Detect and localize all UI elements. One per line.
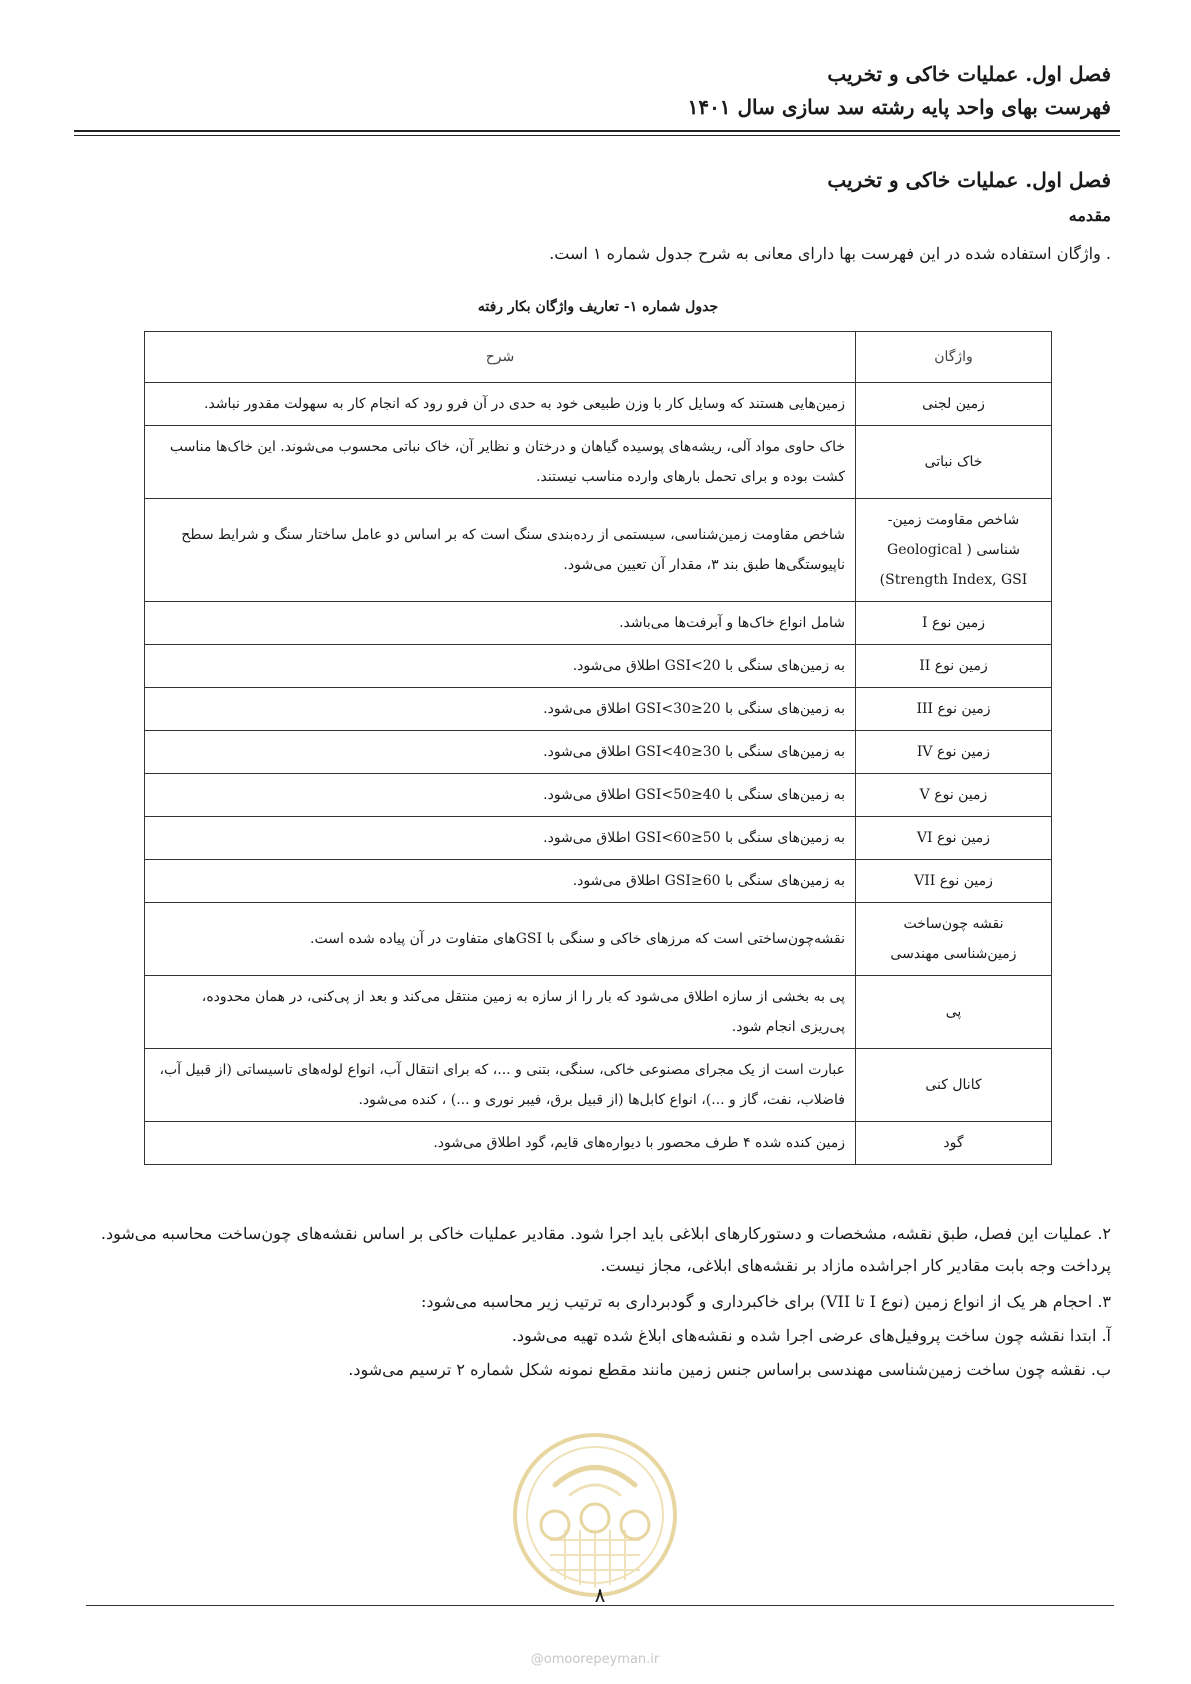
paragraph-3a: آ. ابتدا نقشه چون ساخت پروفیل‌های عرضی اجرا شده و نقشه‌های ابلاغ شده تهیه می‌شود.: [511, 1326, 1111, 1345]
table-row: [145, 602, 1052, 645]
row-term: گود: [856, 1122, 1052, 1165]
row-term: پی: [856, 976, 1052, 1049]
row-term: خاک نباتی: [856, 426, 1052, 499]
header-desc: شرح: [145, 332, 856, 383]
table-row: [145, 1122, 1052, 1165]
header-rule-thick: [74, 130, 1120, 132]
table-row: [145, 731, 1052, 774]
table-row: [145, 774, 1052, 817]
row-desc: عبارت است از یک مجرای مصنوعی خاکی، سنگی، بتنی و ...، که برای انتقال آب، انواع لوله‌های تاسیساتی (از قبیل آب، فاضلاب، نفت، گاز و ...)، انواع کابل‌ها (از قبیل برق، فیبر نوری و ...) ، کنده می‌شود.: [145, 1049, 856, 1122]
paragraph-3b: ب. نقشه چون ساخت زمین‌شناسی مهندسی براساس جنس زمین مانند مقطع نمونه شکل شماره ۲ ترسیم می‌شود.: [348, 1360, 1111, 1379]
row-term: زمین لجنی: [856, 383, 1052, 426]
row-term: زمین نوع VII: [856, 860, 1052, 903]
row-term: کانال کنی: [856, 1049, 1052, 1122]
row-term: زمین نوع II: [856, 645, 1052, 688]
row-desc: زمین‌هایی هستند که وسایل کار با وزن طبیعی خود به حدی در آن فرو رود که انجام کار به سهولت مقدور نباشد.: [145, 383, 856, 426]
row-term: شاخص مقاومت زمین-شناسی ( Geological Strength Index, GSI): [856, 499, 1052, 602]
row-desc: خاک حاوی مواد آلی، ریشه‌های پوسیده گیاهان و درختان و نظایر آن، خاک نباتی محسوب می‌شوند. این خاک‌ها مناسب کشت بوده و برای تحمل بارهای وارده مناسب نیستند.: [145, 426, 856, 499]
table-row: [145, 426, 1052, 499]
table-row: [145, 860, 1052, 903]
table-header-row: [145, 332, 1052, 383]
table-row: [145, 1049, 1052, 1122]
row-term: زمین نوع IV: [856, 731, 1052, 774]
row-term: زمین نوع V: [856, 774, 1052, 817]
table-row: [145, 976, 1052, 1049]
row-term: زمین نوع I: [856, 602, 1052, 645]
row-desc: پی به بخشی از سازه اطلاق می‌شود که بار را از سازه به زمین منتقل می‌کند و بعد از پی‌کنی، در همان محدوده، پی‌ریزی انجام شود.: [145, 976, 856, 1049]
row-desc: به زمین‌های سنگی با 60≤GSI اطلاق می‌شود.: [145, 860, 856, 903]
table-row: [145, 903, 1052, 976]
row-term: زمین نوع III: [856, 688, 1052, 731]
table-caption: جدول شماره ۱- تعاریف واژگان بکار رفته: [477, 299, 719, 315]
header-chapter-title: فصل اول. عملیات خاکی و تخریب: [827, 62, 1111, 86]
definitions-table: [144, 331, 1052, 1165]
row-desc: نقشه‌چون‌ساختی است که مرزهای خاکی و سنگی با GSIهای متفاوت در آن پیاده شده است.: [145, 903, 856, 976]
header-term: واژگان: [856, 332, 1052, 383]
page-number: ۸: [594, 1583, 606, 1607]
row-desc: شاخص مقاومت زمین‌شناسی، سیستمی از رده‌بندی سنگ است که بر اساس دو عامل ساختار سنگ و شرایط سطح ناپیوستگی‌ها طبق بند ۳، مقدار آن تعیین می‌شود.: [145, 499, 856, 602]
row-term: نقشه چون‌ساخت زمین‌شناسی مهندسی: [856, 903, 1052, 976]
table-row: [145, 645, 1052, 688]
row-term: زمین نوع VI: [856, 817, 1052, 860]
row-desc: به زمین‌های سنگی با 50≤GSI<60 اطلاق می‌شود.: [145, 817, 856, 860]
row-desc: به زمین‌های سنگی با 20≤GSI<30 اطلاق می‌شود.: [145, 688, 856, 731]
section-title: فصل اول. عملیات خاکی و تخریب: [827, 168, 1111, 192]
row-desc: شامل انواع خاک‌ها و آبرفت‌ها می‌باشد.: [145, 602, 856, 645]
row-desc: به زمین‌های سنگی با GSI<20 اطلاق می‌شود.: [145, 645, 856, 688]
website-watermark: @omoorepeyman.ir: [530, 1652, 660, 1667]
table-row: [145, 817, 1052, 860]
intro-heading: مقدمه: [1068, 206, 1111, 225]
paragraph-3: ۳. احجام هر یک از انواع زمین (نوع I تا VII) برای خاکبرداری و گودبرداری به ترتیب زیر محاسبه می‌شود:: [421, 1292, 1111, 1311]
table-row: [145, 688, 1052, 731]
intro-paragraph: . واژگان استفاده شده در این فهرست بها دارای معانی به شرح جدول شماره ۱ است.: [549, 244, 1111, 263]
row-desc: به زمین‌های سنگی با 30≤GSI<40 اطلاق می‌شود.: [145, 731, 856, 774]
row-desc: به زمین‌های سنگی با 40≤GSI<50 اطلاق می‌شود.: [145, 774, 856, 817]
header-rule-thin: [74, 135, 1120, 136]
watermark-seal-icon: [510, 1430, 680, 1600]
table-row: [145, 383, 1052, 426]
row-desc: زمین کنده شده ۴ طرف محصور با دیواره‌های قایم، گود اطلاق می‌شود.: [145, 1122, 856, 1165]
table-row: [145, 499, 1052, 602]
header-subtitle: فهرست بهای واحد پایه رشته سد سازی سال ۱۴۰۱: [687, 95, 1111, 119]
paragraph-2: ۲. عملیات این فصل، طبق نقشه، مشخصات و دستورکارهای ابلاغی باید اجرا شود. مقادیر عملیات خاکی بر اساس نقشه‌های چون‌ساخت محاسبه می‌شود. پرداخت وجه بابت مقادیر کار اجراشده مازاد بر نقشه‌های ابلاغی، مجاز نیست.: [100, 1224, 1111, 1275]
